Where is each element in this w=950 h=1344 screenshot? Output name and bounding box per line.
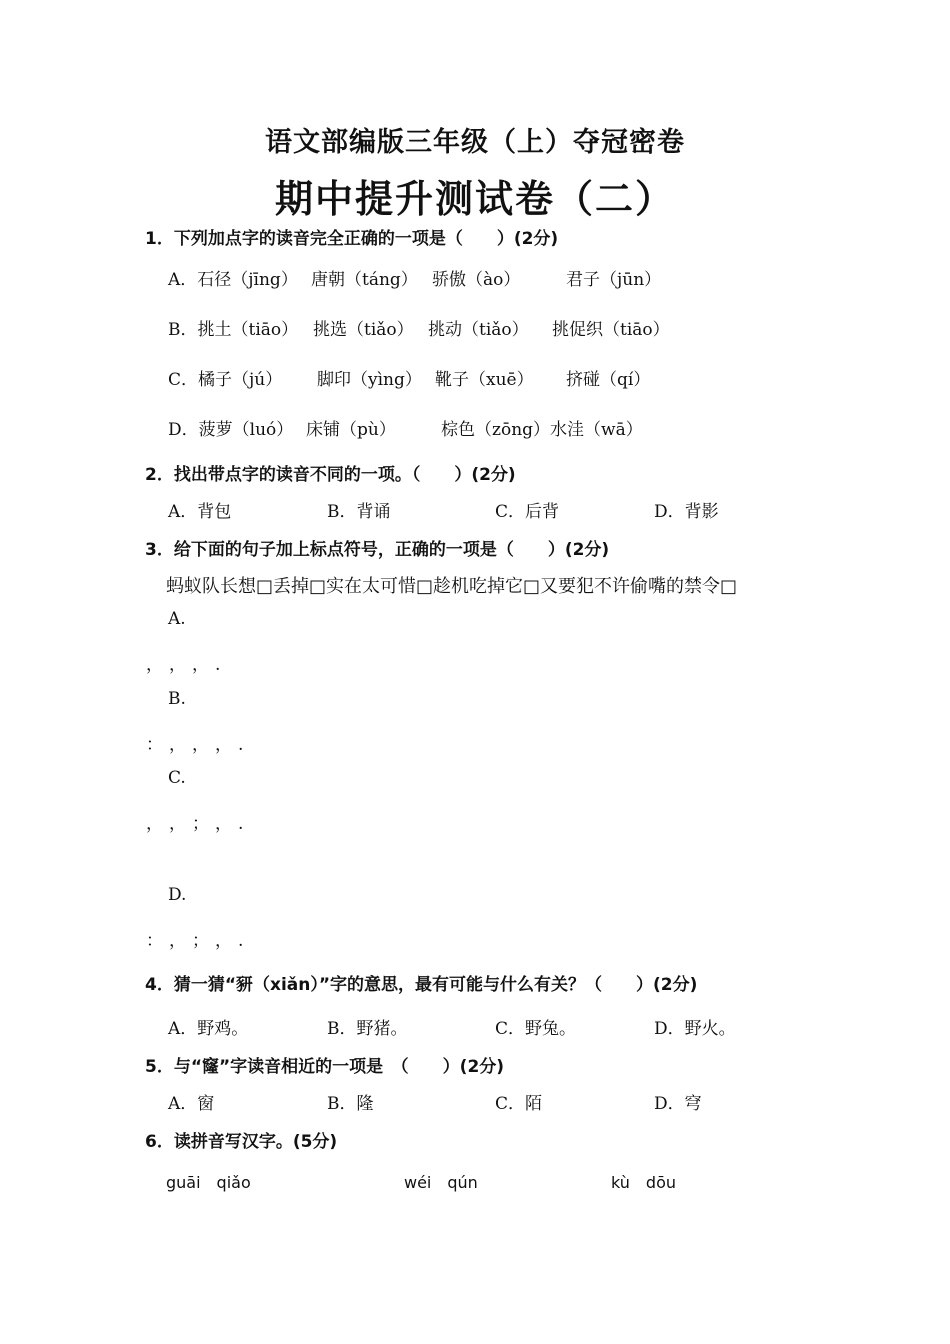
question-3: 3．给下面的句子加上标点符号，正确的一项是（ ）(2分)	[145, 540, 610, 560]
q2-option-c: C．后背	[495, 502, 560, 522]
q3-option-b-marks	[146, 730, 261, 755]
q3-option-b-label: B.	[168, 689, 186, 709]
q2-option-a: A．背包	[168, 502, 232, 522]
q6-pinyin-3: kù dōu	[611, 1173, 677, 1192]
q1-c-3: 靴子（xuē）	[435, 370, 534, 390]
question-6: 6．读拼音写汉字。(5分)	[145, 1132, 338, 1152]
q3-option-a-marks	[146, 650, 238, 675]
paper-title: 语文部编版三年级（上）夺冠密卷	[265, 127, 685, 158]
q5-option-c: C．陌	[495, 1094, 543, 1114]
q3-a-mark: ，	[169, 655, 186, 675]
q1-b-3: 挑动（tiǎo）	[428, 320, 529, 340]
q4-option-b: B．野猪。	[327, 1019, 408, 1039]
q5-option-b: B．隆	[327, 1094, 374, 1114]
q1-c-2: 脚印（yìng）	[317, 370, 422, 390]
q5-option-d: D．穹	[654, 1094, 702, 1114]
q3-c-mark: ，	[215, 814, 232, 834]
q6-pinyin-1: guāi qiǎo	[166, 1173, 251, 1192]
q5-option-a: A．窗	[168, 1094, 215, 1114]
q1-c-1: C．橘子（jú）	[168, 370, 283, 390]
q3-d-mark: ；	[192, 931, 209, 951]
q3-b-mark: ：	[146, 735, 163, 755]
q1-c-4: 挤碰（qí）	[566, 370, 651, 390]
q3-d-mark: ：	[146, 931, 163, 951]
question-2: 2．找出带点字的读音不同的一项。（ ）(2分)	[145, 465, 516, 485]
q2-option-b: B．背诵	[327, 502, 391, 522]
q1-b-2: 挑选（tiǎo）	[313, 320, 414, 340]
q3-a-mark: ，	[192, 655, 209, 675]
q3-sentence: 蚂蚁队长想□丢掉□实在太可惜□趁机吃掉它□又要犯不许偷嘴的禁令□	[166, 576, 738, 597]
q4-option-a: A．野鸡。	[168, 1019, 249, 1039]
q1-b-1: B．挑土（tiāo）	[168, 320, 299, 340]
q3-c-mark: ；	[192, 814, 209, 834]
q3-option-a-label: A.	[168, 609, 186, 629]
question-1: 1．下列加点字的读音完全正确的一项是（ ）(2分)	[145, 229, 559, 249]
q1-b-4: 挑促织（tiāo）	[552, 320, 670, 340]
q3-c-mark: ，	[169, 814, 186, 834]
q1-a-1: A．石径（jīng）	[168, 270, 298, 290]
q3-d-mark: ，	[169, 931, 186, 951]
q3-b-mark: .	[238, 735, 244, 755]
q1-d-1: D．菠萝（luó）	[168, 420, 294, 440]
q1-d-2: 床铺（pù）	[306, 420, 396, 440]
q1-a-2: 唐朝（táng）	[311, 270, 418, 290]
q3-option-d-label: D.	[168, 885, 187, 905]
q3-b-mark: ，	[192, 735, 209, 755]
q3-option-c-label: C.	[168, 768, 186, 788]
q1-a-3: 骄傲（ào）	[432, 270, 521, 290]
q3-c-mark: .	[238, 814, 244, 834]
q3-a-mark: .	[215, 655, 221, 675]
q3-option-c-marks	[146, 809, 261, 834]
q6-pinyin-2: wéi qún	[404, 1173, 478, 1192]
q2-option-d: D．背影	[654, 502, 719, 522]
q4-option-d: D．野火。	[654, 1019, 736, 1039]
q3-d-mark: .	[238, 931, 244, 951]
question-4: 4．猜一猜“豜（xiǎn）”字的意思，最有可能与什么有关？（ ）(2分)	[145, 975, 698, 995]
q3-c-mark: ，	[146, 814, 163, 834]
q1-d-3: 棕色（zōng）水洼（wā）	[441, 420, 643, 440]
q3-b-mark: ，	[169, 735, 186, 755]
q1-a-4: 君子（jūn）	[566, 270, 662, 290]
paper-subtitle: 期中提升测试卷（二）	[274, 176, 675, 221]
q3-a-mark: ，	[146, 655, 163, 675]
question-5: 5．与“窿”字读音相近的一项是 （ ）(2分)	[145, 1057, 505, 1077]
q4-option-c: C．野兔。	[495, 1019, 577, 1039]
q3-b-mark: ，	[215, 735, 232, 755]
q3-option-d-marks	[146, 926, 261, 951]
q3-d-mark: ，	[215, 931, 232, 951]
